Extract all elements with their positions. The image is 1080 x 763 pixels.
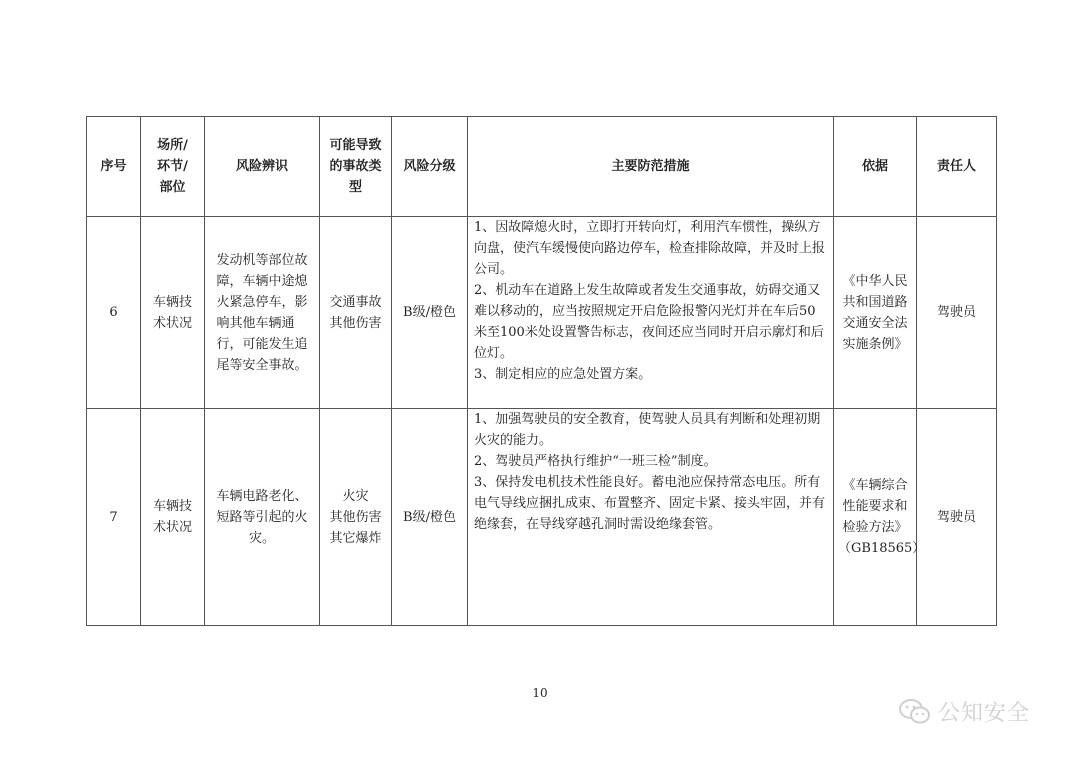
header-accident-type: 可能导致 的事故类 型 [320,117,392,217]
watermark-text: 公知安全 [938,701,1031,726]
row-accident-type: 火灾 其他伤害 其它爆炸 [320,409,392,626]
header-number: 序号 [87,117,141,217]
header-owner: 责任人 [917,117,997,217]
row-number: 7 [87,409,141,626]
row-accident-type: 交通事故 其他伤害 [320,217,392,409]
row-risk-level: B级/橙色 [392,217,468,409]
header-measures: 主要防范措施 [468,117,834,217]
table-row [87,217,997,409]
header-place: 场所/ 环节/ 部位 [141,117,205,217]
wechat-icon [898,698,932,726]
table-row [87,409,997,626]
header-risk-level: 风险分级 [392,117,468,217]
measure-item: 1、加强驾驶员的安全教育，使驾驶人员具有判断和处理初期火灾的能力。 [474,412,821,448]
measure-item: 2、机动车在道路上发生故障或者发生交通事故，妨碍交通又难以移动的，应当按照规定开启危险报警闪光灯并在车后50米至100米处设置警告标志，夜间还应当同时开启示廓灯和后位灯。 [474,283,824,361]
measure-item: 1、因故障熄火时，立即打开转向灯，利用汽车惯性，操纵方向盘，使汽车缓慢使向路边停车，检查排除故障，并及时上报公司。 [474,220,826,277]
measure-item: 3、制定相应的应急处置方案。 [474,367,652,382]
row-hazard: 发动机等部位故 障，车辆中途熄 火紧急停车，影 响其他车辆通 行，可能发生追 尾等安全事故。 [205,217,320,409]
header-basis: 依据 [834,117,917,217]
watermark [898,696,1030,727]
row-owner: 驾驶员 [917,217,997,409]
row-owner: 驾驶员 [917,409,997,626]
row-number: 6 [87,217,141,409]
row-risk-level: B级/橙色 [392,409,468,626]
row-basis: 《中华人民 共和国道路 交通安全法 实施条例》 [834,217,917,409]
row-measures [468,217,834,409]
risk-table [86,116,997,626]
row-hazard: 车辆电路老化、 短路等引起的火 灾。 [205,409,320,626]
measure-item: 2、驾驶员严格执行维护“一班三检”制度。 [474,454,717,469]
page-number: 10 [532,686,548,700]
header-row [87,117,997,217]
row-basis: 《车辆综合 性能要求和 检验方法》 （GB18565） [834,409,917,626]
measure-item: 3、保持发电机技术性能良好。蓄电池应保持常态电压。所有电气导线应捆扎成束、布置整齐、固定卡紧、接头牢固，并有绝缘套，在导线穿越孔洞时需设绝缘套管。 [474,475,826,532]
row-measures [468,409,834,626]
header-hazard: 风险辨识 [205,117,320,217]
row-place: 车辆技 术状况 [141,217,205,409]
row-place: 车辆技 术状况 [141,409,205,626]
